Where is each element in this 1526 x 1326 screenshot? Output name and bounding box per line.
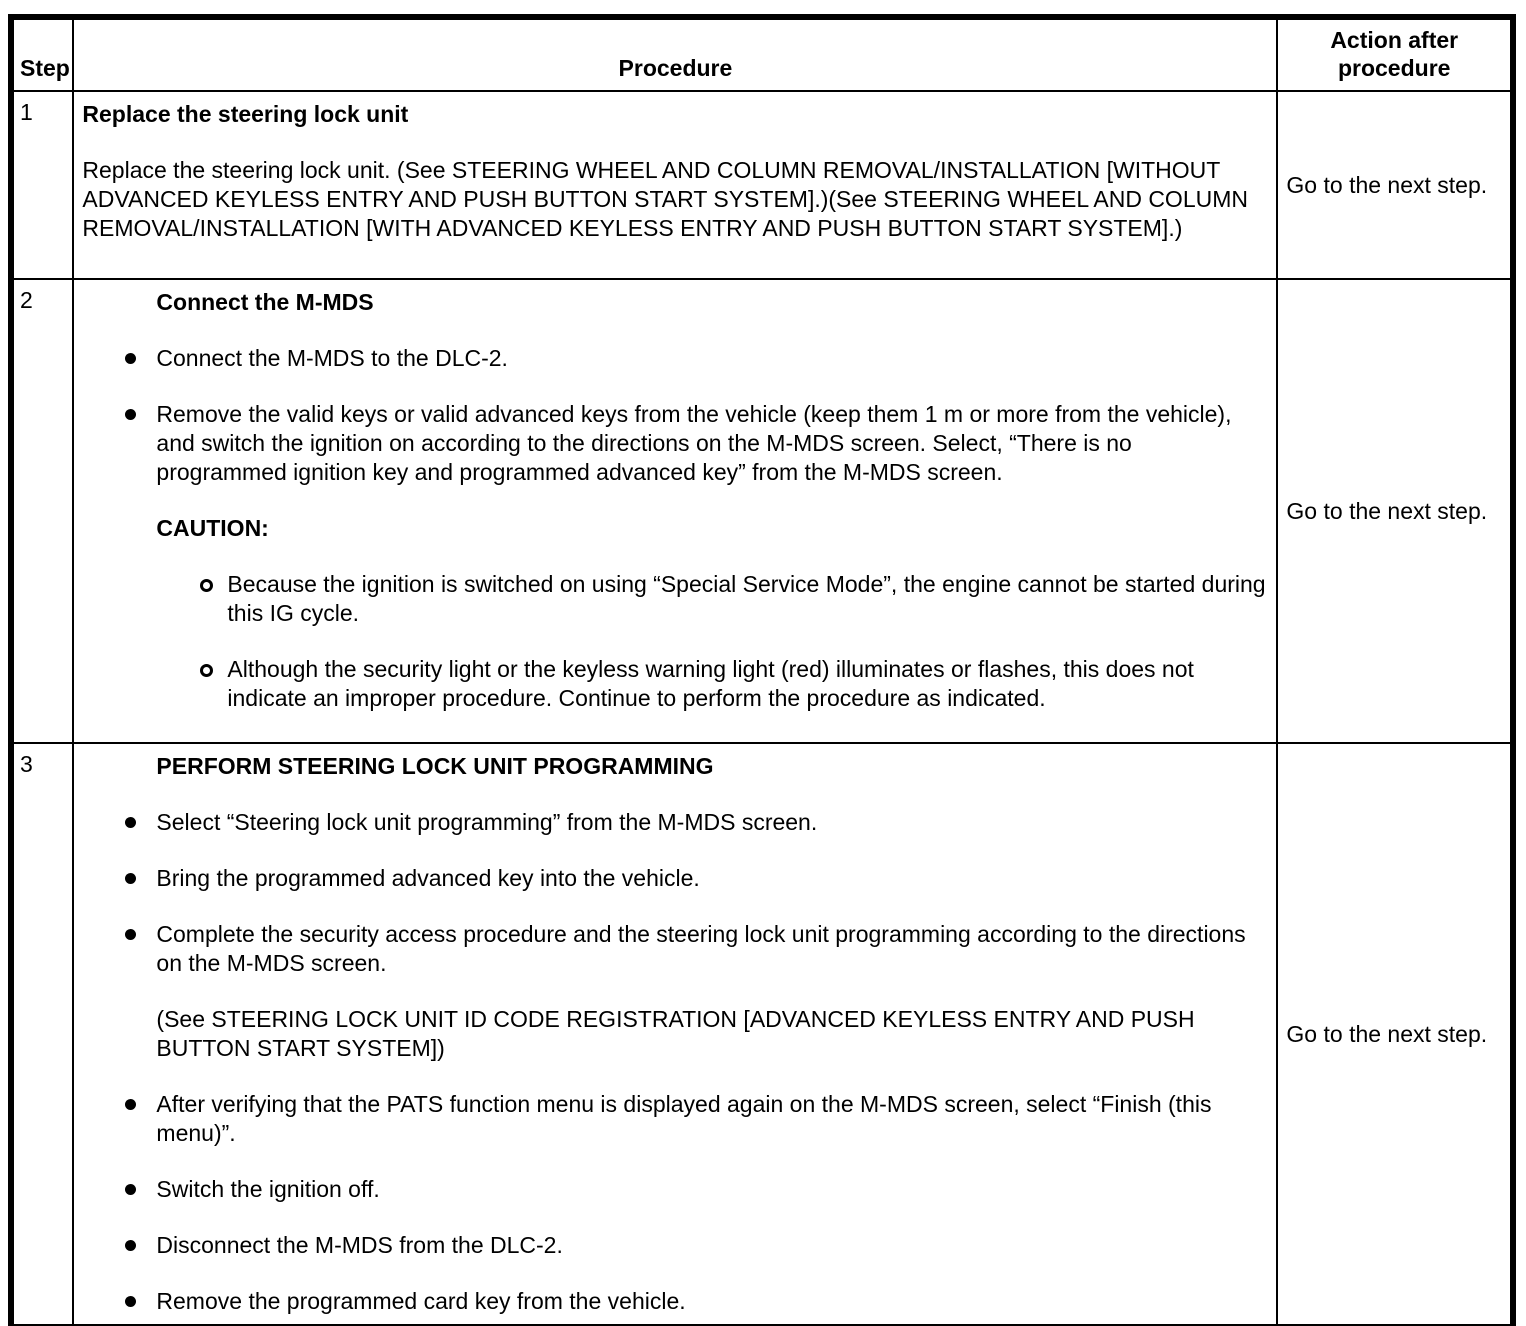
caution-list-item [82, 655, 1266, 713]
circle-bullet-icon [200, 655, 227, 677]
list-item-text: Select “Steering lock unit programming” from the M-MDS screen. [156, 809, 818, 835]
bullet-icon [125, 1175, 156, 1195]
list-item-text: After verifying that the PATS function menu is displayed again on the M-MDS screen, select “Finish (this menu)”. [156, 1091, 1212, 1146]
list-item-text: Switch the ignition off. [156, 1176, 380, 1202]
bullet-icon [125, 808, 156, 828]
bullet-icon [125, 344, 156, 364]
bullet-icon [125, 1090, 156, 1110]
procedure-title: Replace the steering lock unit [82, 101, 409, 127]
list-item [82, 864, 1266, 893]
bullet-icon [125, 864, 156, 884]
list-item [82, 920, 1266, 978]
header-row [11, 17, 1513, 91]
list-item-text: Remove the programmed card key from the vehicle. [156, 1288, 686, 1314]
list-item [82, 400, 1266, 487]
list-item-text: Connect the M-MDS to the DLC-2. [156, 345, 508, 371]
action-cell: Go to the next step. [1277, 91, 1513, 279]
list-item [82, 1287, 1266, 1316]
action-cell: Go to the next step. [1277, 743, 1513, 1326]
table-row-step-1 [11, 91, 1513, 279]
list-item-text: Complete the security access procedure and the steering lock unit programming according to the directions on the M-MDS screen. [156, 921, 1246, 976]
procedure-table [8, 14, 1516, 1326]
action-cell: Go to the next step. [1277, 279, 1513, 743]
list-item [82, 1090, 1266, 1148]
procedure-paragraph: Replace the steering lock unit. (See STEERING WHEEL AND COLUMN REMOVAL/INSTALLATION [WITHOUT ADVANCED KEYLESS ENTRY AND PUSH BUTTON START SYSTEM].)(See STEERING WHEEL AND COLUMN REMOVAL/INSTALLATION [WITH ADVANCED KEYLESS ENTRY AND PUSH BUTTON START SYSTEM].) [82, 157, 1248, 241]
column-header-action: Action after procedure [1277, 17, 1513, 91]
procedure-title: Connect the M-MDS [156, 289, 374, 315]
note-paragraph: (See STEERING LOCK UNIT ID CODE REGISTRATION [ADVANCED KEYLESS ENTRY AND PUSH BUTTON START SYSTEM]) [156, 1006, 1195, 1061]
caution-item-text: Although the security light or the keyless warning light (red) illuminates or flashes, this does not indicate an improper procedure. Continue to perform the procedure as indicated. [227, 656, 1194, 711]
caution-label: CAUTION: [156, 515, 269, 541]
table-row-step-3 [11, 743, 1513, 1326]
step-number: 3 [11, 743, 73, 1326]
procedure-cell [73, 279, 1277, 743]
caution-list-item [82, 570, 1266, 628]
column-header-step: Step [11, 17, 73, 91]
bullet-icon [125, 1231, 156, 1251]
list-item [82, 1231, 1266, 1260]
list-item-text: Disconnect the M-MDS from the DLC-2. [156, 1232, 563, 1258]
step-number: 1 [11, 91, 73, 279]
procedure-cell [73, 743, 1277, 1326]
list-item-text: Remove the valid keys or valid advanced keys from the vehicle (keep them 1 m or more from the vehicle), and switch the ignition on according to the directions on the M-MDS screen. Select, “There is no programmed ignition key and programmed advanced key” from the M-MDS screen. [156, 401, 1232, 485]
list-item [82, 344, 1266, 373]
circle-bullet-icon [200, 570, 227, 592]
bullet-icon [125, 920, 156, 940]
list-item [82, 1175, 1266, 1204]
step-number: 2 [11, 279, 73, 743]
column-header-procedure: Procedure [73, 17, 1277, 91]
procedure-cell [73, 91, 1277, 279]
procedure-title: PERFORM STEERING LOCK UNIT PROGRAMMING [156, 753, 714, 779]
caution-item-text: Because the ignition is switched on using “Special Service Mode”, the engine cannot be started during this IG cycle. [227, 571, 1266, 626]
table-row-step-2 [11, 279, 1513, 743]
bullet-icon [125, 400, 156, 420]
bullet-icon [125, 1287, 156, 1307]
list-item-text: Bring the programmed advanced key into the vehicle. [156, 865, 700, 891]
list-item [82, 808, 1266, 837]
